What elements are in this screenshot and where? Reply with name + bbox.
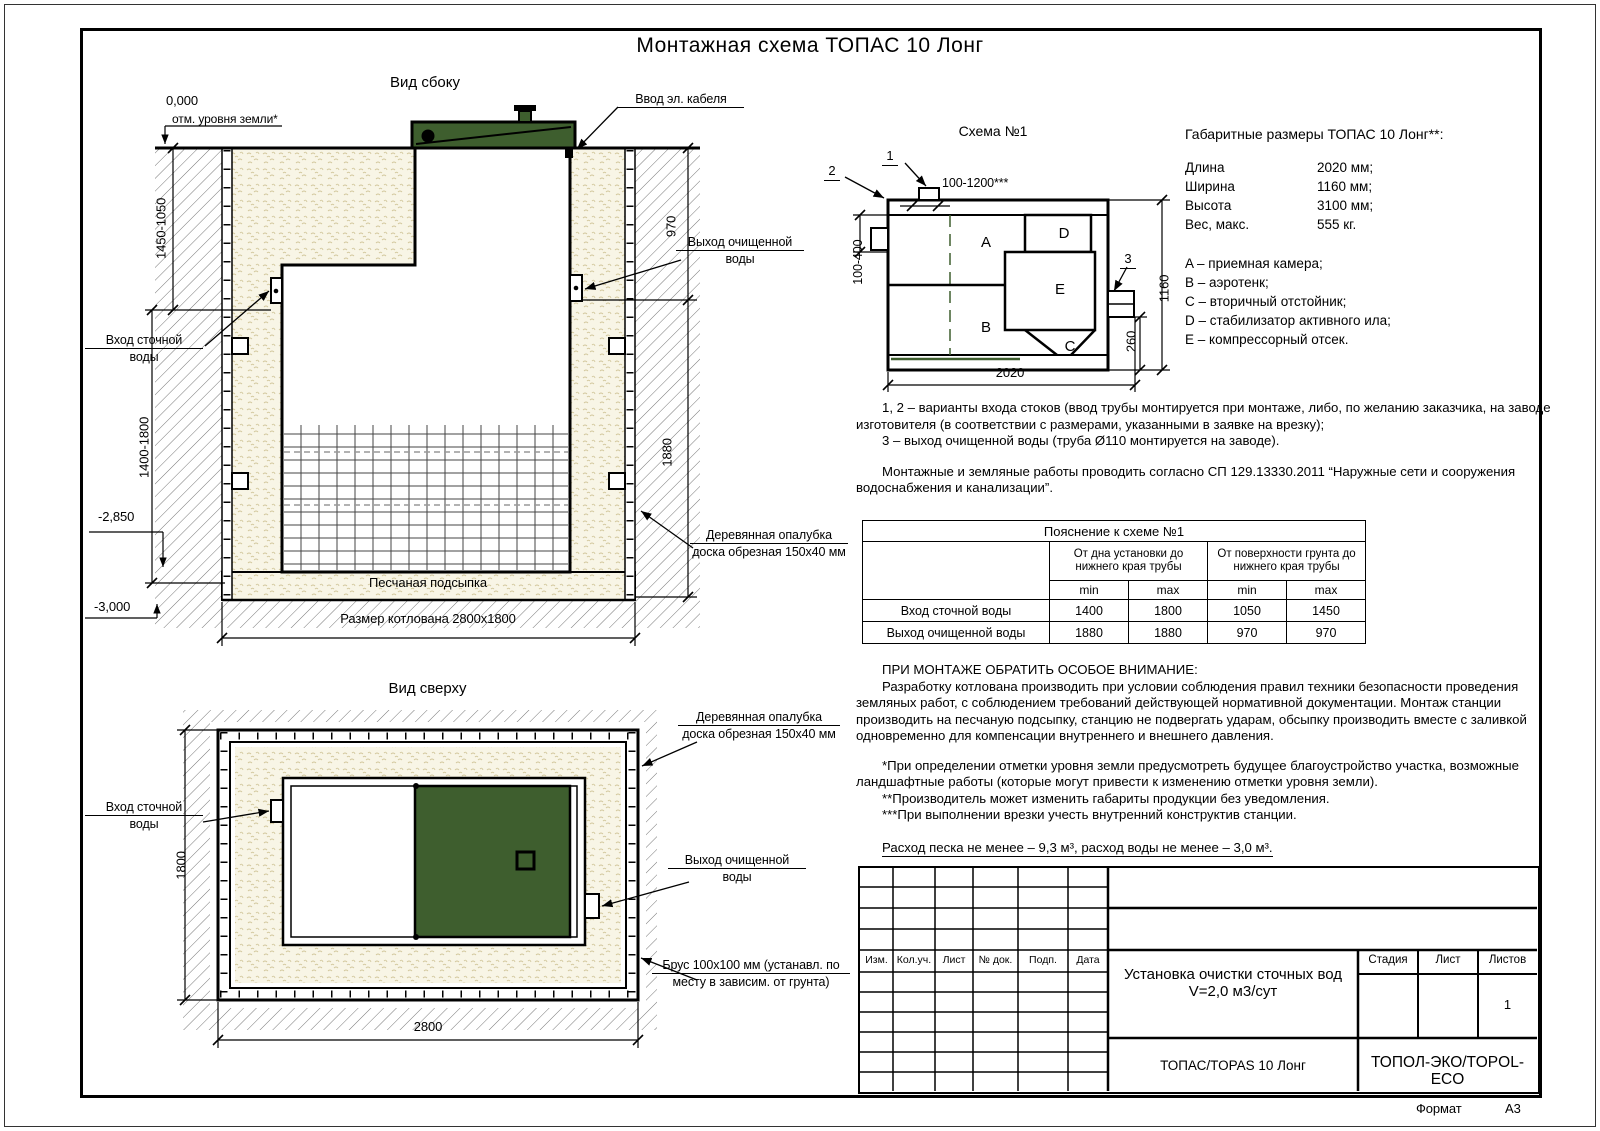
inlet-label-top (85, 800, 203, 832)
pit-size-label: Размер котлована 2800х1800 (340, 611, 516, 626)
title-block (858, 866, 1540, 1094)
lid-hinge-dot-1 (413, 783, 419, 789)
outlet-label-side (676, 235, 804, 267)
tb-doc-subtitle: V=2,0 м3/сут (1188, 983, 1278, 1000)
ground-level-note: отм. уровня земли* (172, 112, 278, 126)
table-row-label: Вход сточной воды (863, 600, 1050, 622)
legend-item: D – стабилизатор активного ила; (1185, 313, 1391, 328)
legend-item: E – компрессорный отсек. (1185, 332, 1349, 347)
footnote-1: *При определении отметки уровня земли предусмотреть будущее благоустройство участка, возможные ландшафтные работы (которые могут привести к изменению отметки уровня земли). (856, 757, 1519, 789)
compartment-a: A (981, 234, 991, 251)
schema-dim-left: 100-400 (850, 239, 865, 285)
formwork-label-line1: Деревянная опалубка (690, 528, 848, 544)
tb-sheets-value: 1 (1503, 997, 1512, 1012)
spec-name: Ширина (1185, 179, 1235, 194)
table-cell: 1880 (1050, 622, 1129, 644)
inlet-top-line1: Вход сточной (85, 800, 203, 816)
dim-right-top: 970 (663, 215, 679, 238)
formwork-label-top (678, 710, 840, 742)
schema-inlet-stub-2 (871, 228, 888, 250)
outlet-stub-top (585, 894, 599, 918)
outlet-top-line2: воды (722, 870, 752, 885)
lid-hatch-dot (422, 130, 435, 143)
schema-marker-2: 2 (824, 164, 840, 181)
inlet-label-line2: воды (129, 350, 159, 365)
compartment-d: D (1058, 225, 1070, 242)
schema-explanation-table (862, 520, 1366, 644)
legend-item: C – вторичный отстойник; (1185, 294, 1347, 309)
table-cell: 1050 (1208, 600, 1287, 622)
schema-marker-3: 3 (1120, 252, 1136, 269)
table-row (863, 622, 1366, 644)
specs-title: Габаритные размеры ТОПАС 10 Лонг**: (1185, 126, 1444, 142)
dim-right-bottom: 1880 (659, 438, 675, 467)
format-label: Формат (1416, 1101, 1462, 1116)
attention-body: Разработку котлована производить при условии соблюдения правил техники безопасности проведения земляных работ, с соблюдением требований действующей нормативной документации. Монтаж станции производить на песчаную подсыпку, станцию не подвергать ударам, обсыпку производить вместе с заливкой одновременно для компенсации внутреннего и внешнего давления. (856, 678, 1527, 743)
spec-value: 3100 мм; (1317, 198, 1374, 213)
zero-level-mark: 0,000 (166, 93, 199, 108)
table-corner-cell (863, 542, 1050, 600)
cable-entry-point (565, 149, 573, 158)
inlet-stub-top (271, 800, 283, 822)
spec-value: 555 кг. (1317, 217, 1357, 232)
tb-stage-header: Стадия (1368, 954, 1408, 966)
schema-marker-1: 1 (882, 149, 898, 166)
compartment-c: C (1064, 338, 1076, 355)
dim-2800: 2800 (413, 1019, 443, 1034)
tb-col-izm: Изм. (865, 954, 888, 966)
table-row (863, 600, 1366, 622)
tb-company-name: ТОПОЛ-ЭКО/TOPOL-ECO (1371, 1054, 1524, 1089)
tb-col-list: Лист (942, 954, 966, 966)
table-group-header: От поверхности грунта до нижнего края трубы (1208, 542, 1366, 581)
table-subheader: min (1050, 581, 1129, 600)
table-subheader: min (1208, 581, 1287, 600)
level-2850: -2,850 (98, 509, 135, 524)
footnote-3: ***При выполнении врезки учесть внутренний конструктив станции. (882, 807, 1297, 822)
vent-cap (514, 105, 536, 111)
schema-dim-top: 100-1200*** (942, 176, 1009, 190)
inlet-top-line2: воды (129, 817, 159, 832)
footnote-2: **Производитель может изменить габариты продукции без уведомления. (882, 790, 1330, 806)
attention-title: ПРИ МОНТАЖЕ ОБРАТИТЬ ОСОБОЕ ВНИМАНИЕ: (882, 662, 1198, 677)
compartment-legend (1185, 254, 1557, 349)
outlet-label-top (668, 853, 806, 885)
table-cell: 970 (1287, 622, 1366, 644)
tb-col-ndok: № док. (978, 954, 1013, 966)
table-cell: 1800 (1129, 600, 1208, 622)
consumption-note: Расход песка не менее – 9,3 м³, расход воды не менее – 3,0 м³. (882, 839, 1273, 855)
side-view-title: Вид сбоку (390, 74, 460, 91)
spec-row (1185, 179, 1557, 198)
vent-pipe (519, 111, 531, 122)
outlet-top-line1: Выход очищенной (668, 853, 806, 869)
inlet-label-line1: Вход сточной (85, 333, 203, 349)
inlet-label-side (85, 333, 203, 365)
schema-dim-outlet: 260 (1123, 330, 1139, 353)
spec-value: 2020 мм; (1317, 160, 1374, 175)
formwork-label-line2: доска обрезная 150х40 мм (692, 545, 846, 560)
green-lid-top (415, 786, 570, 937)
compartment-b: B (981, 319, 991, 336)
spec-name: Высота (1185, 198, 1232, 213)
table-row-label: Выход очищенной воды (863, 622, 1050, 644)
schema-dim-right: 1160 (1156, 274, 1172, 303)
spec-name: Вес, макс. (1185, 217, 1250, 232)
tb-doc-title-text: Установка очистки сточных вод (1123, 966, 1343, 983)
schema-title: Схема №1 (958, 123, 1028, 139)
sand-bed-label: Песчаная подсыпка (369, 575, 487, 590)
tb-col-podp: Подп. (1029, 954, 1057, 966)
attention-block (856, 662, 1554, 856)
dim-depth-top: 1450-1050 (153, 197, 169, 260)
table-title: Пояснение к схеме №1 (863, 521, 1366, 542)
level-3000: -3,000 (94, 599, 131, 614)
dim-1800: 1800 (173, 851, 189, 880)
legend-item: A – приемная камера; (1185, 256, 1323, 271)
spec-name: Длина (1185, 160, 1225, 175)
schema-dim-bottom: 2020 (995, 365, 1025, 380)
spec-row (1185, 198, 1557, 217)
format-value: А3 (1505, 1101, 1521, 1116)
tb-col-data: Дата (1076, 954, 1100, 966)
legend-item: B – аэротенк; (1185, 275, 1269, 290)
tb-col-koluch: Кол.уч. (896, 954, 932, 966)
formwork-top-line2: доска обрезная 150х40 мм (682, 727, 836, 742)
tb-sheet-header: Лист (1435, 954, 1461, 966)
lid-hinge-dot-2 (413, 934, 419, 940)
tb-product-name: ТОПАС/TOPAS 10 Лонг (1160, 1058, 1306, 1073)
cable-entry-label: Ввод эл. кабеля (618, 92, 744, 108)
note-sp: Монтажные и земляные работы проводить согласно СП 129.13330.2011 “Наружные сети и сооружения водоснабжения и канализации”. (856, 463, 1516, 495)
spec-value: 1160 мм; (1317, 179, 1373, 194)
tb-doc-title (1118, 966, 1348, 1000)
outlet-label-line1: Выход очищенной (676, 235, 804, 251)
note-3: 3 – выход очищенной воды (труба Ø110 монтируется на заводе). (882, 433, 1280, 448)
formwork-label-side (690, 528, 848, 560)
table-cell: 970 (1208, 622, 1287, 644)
table-cell: 1400 (1050, 600, 1129, 622)
spec-row (1185, 160, 1557, 179)
table-subheader: max (1287, 581, 1366, 600)
tb-sheets-header: Листов (1488, 954, 1527, 966)
compartment-e-box (1005, 252, 1095, 330)
tank-grid-zone (284, 425, 568, 570)
notes-block (856, 400, 1552, 497)
table-group-header: От дна установки до нижнего края трубы (1050, 542, 1208, 581)
note-1-2: 1, 2 – варианты входа стоков (ввод трубы монтируется при монтаже, либо, по желанию заказчика, на заводе изготовителя (в соответствии с размерами, указанными в заявке на врезку); (856, 400, 1551, 432)
top-view-title: Вид сверху (388, 680, 467, 697)
beam-label-line2: месту в зависим. от грунта) (672, 975, 830, 990)
beam-label (652, 958, 850, 990)
table-cell: 1880 (1129, 622, 1208, 644)
table-subheader: max (1129, 581, 1208, 600)
beam-label-line1: Брус 100х100 мм (устанавл. по (652, 958, 850, 974)
drawing-title: Монтажная схема ТОПАС 10 Лонг (636, 34, 984, 57)
compartment-e: E (1055, 281, 1065, 298)
green-lid (412, 105, 575, 148)
dimensions-spec-block (1185, 126, 1557, 349)
outlet-label-line2: воды (725, 252, 755, 267)
dim-depth-bottom: 1400-1800 (136, 416, 152, 479)
table-cell: 1450 (1287, 600, 1366, 622)
formwork-top-line1: Деревянная опалубка (678, 710, 840, 726)
spec-row (1185, 217, 1557, 236)
schema-inlet-stub-1 (919, 188, 939, 200)
